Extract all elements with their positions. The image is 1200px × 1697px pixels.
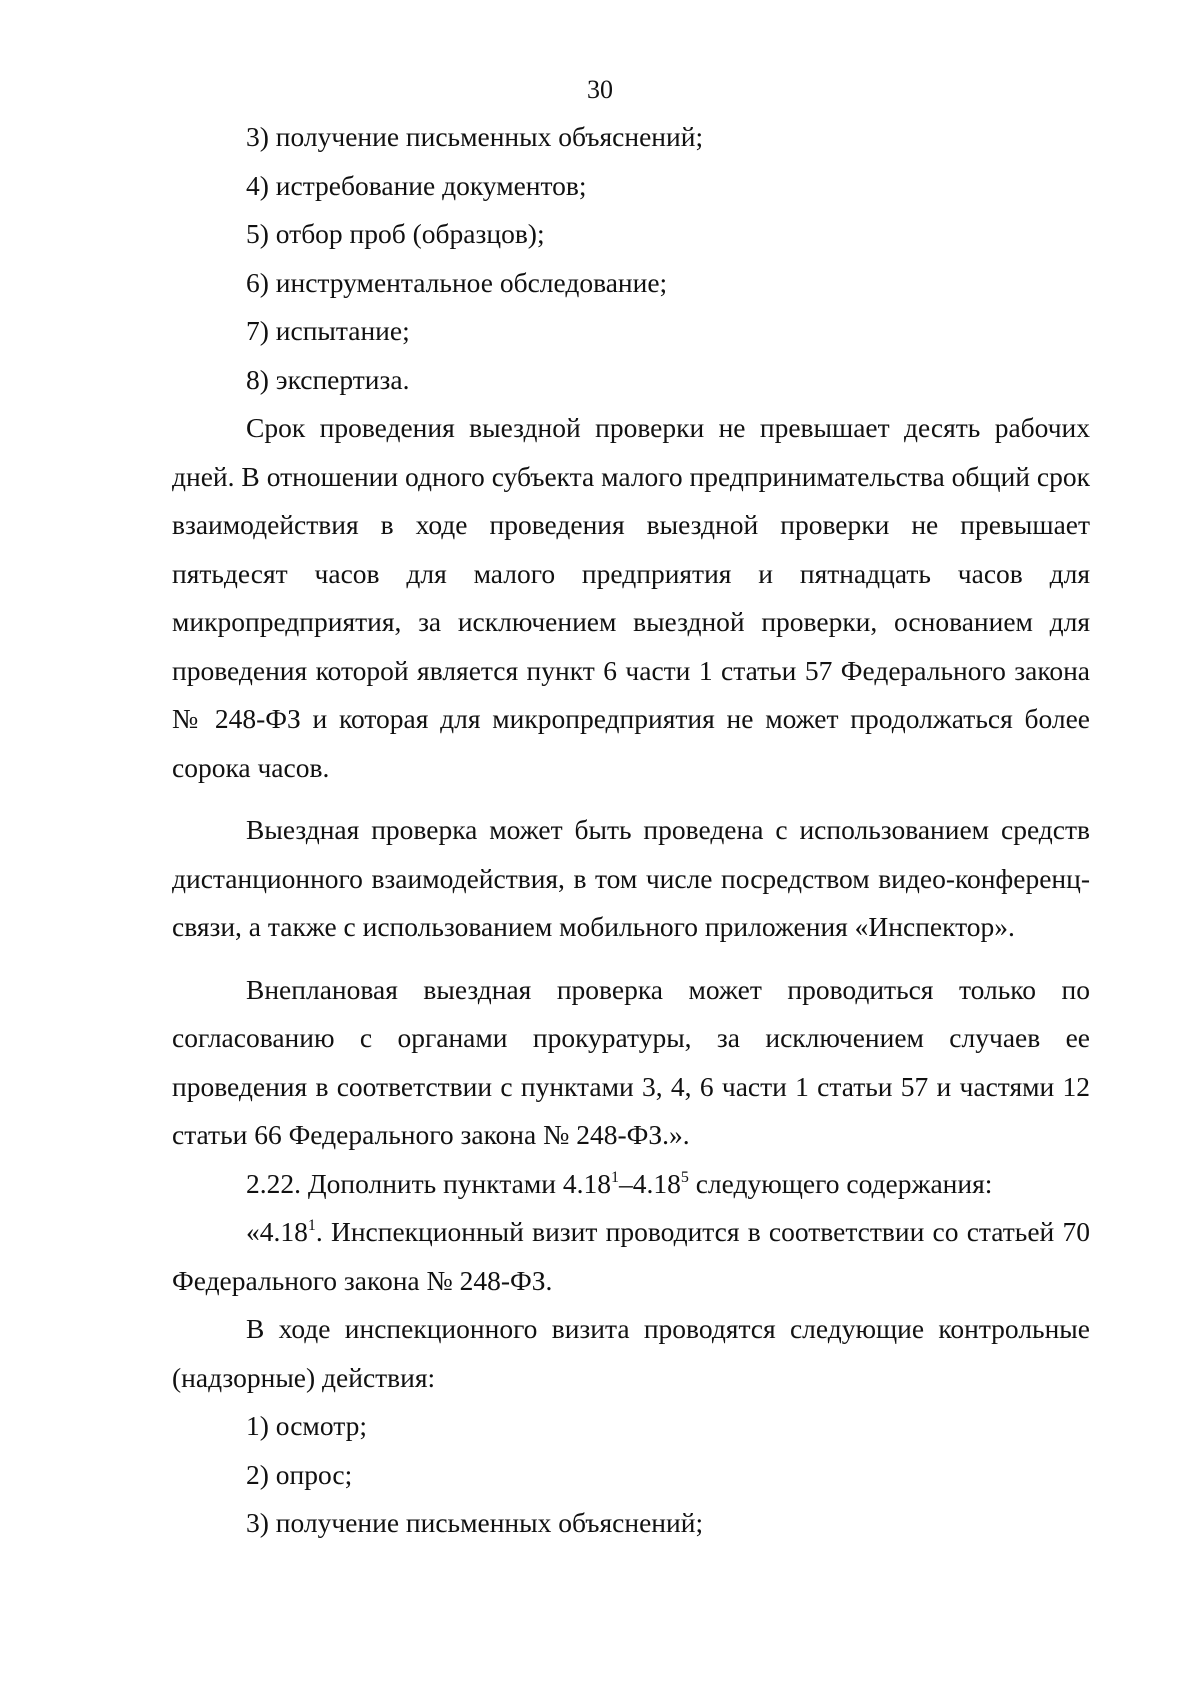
list-item: 2) опрос; bbox=[246, 1458, 353, 1490]
list-item: 5) отбор проб (образцов); bbox=[246, 218, 545, 249]
list-item: 3) получение письменных объяснений; bbox=[246, 121, 704, 152]
paragraph-amendment-2-22: 2.22. Дополнить пунктами 4.18$^1$–4.18$^5$ следующего содержания: bbox=[246, 1167, 993, 1199]
paragraph-inspection-visit-actions: В ходе инспекционного визита проводятся следующие контрольные (надзорные) действия: bbox=[172, 1313, 1090, 1393]
paragraph-remote-inspection: Выездная проверка может быть проведена с использованием средств дистанционного взаимодействия, в том числе посредством видео-конференц-связи, а также с использованием мобильного приложения «Инспектор». bbox=[172, 814, 1090, 942]
list-item: 4) истребование документов; bbox=[246, 169, 587, 201]
list-item: 8) экспертиза. bbox=[246, 363, 410, 395]
paragraph-inspection-term: Срок проведения выездной проверки не превышает десять рабочих дней. В отношении одного субъекта малого предпринимательства общий срок взаимодействия в ходе проведения выездной проверки не превышает пятьдесят часов для малого предприятия и пятнадцать часов для микропредприятия, за исключением выездной проверки, основанием для проведения которой является пункт 6 части 1 статьи 57 Федерального закона № 248-ФЗ и которая для микропредприятия не может продолжаться более сорока часов. bbox=[172, 412, 1090, 783]
list-item: 1) осмотр; bbox=[246, 1410, 367, 1441]
paragraph-unplanned-inspection: Внеплановая выездная проверка может проводиться только по согласованию с органами прокуратуры, за исключением случаев ее проведения в соответствии с пунктами 3, 4, 6 части 1 статьи 57 и частями 12 статьи 66 Федерального закона № 248-ФЗ.». bbox=[172, 973, 1090, 1150]
list-item: 6) инструментальное обследование; bbox=[246, 266, 668, 298]
document-body bbox=[172, 113, 1090, 1548]
list-item: 7) испытание; bbox=[246, 315, 410, 346]
paragraph-4-18-1: «4.18$^1$. Инспекционный визит проводится в соответствии со статьей 70 Федерального закона № 248-ФЗ. bbox=[172, 1216, 1090, 1296]
list-item: 3) получение письменных объяснений; bbox=[246, 1507, 704, 1538]
page-number: 30 bbox=[587, 75, 613, 104]
